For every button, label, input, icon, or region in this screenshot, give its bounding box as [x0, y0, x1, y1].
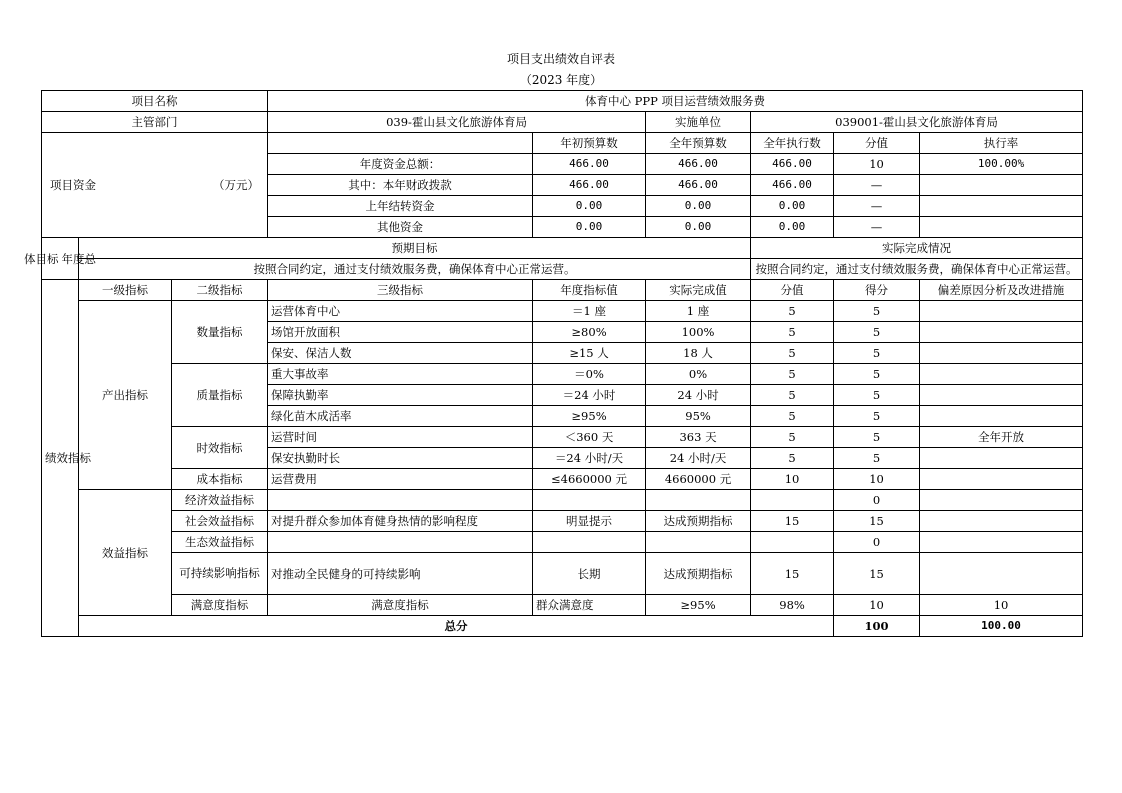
indicator-actual — [646, 532, 751, 553]
indicator-score: 0 — [834, 532, 920, 553]
ind-header-level3: 三级指标 — [268, 280, 533, 301]
goals-expected-text: 按照合同约定，通过支付绩效服务费，确保体育中心正常运营。 — [79, 259, 751, 280]
indicator-score: 15 — [834, 511, 920, 532]
indicator-actual: 24 小时/天 — [646, 448, 751, 469]
indicator-actual — [646, 490, 751, 511]
indicator-score-value: 5 — [751, 427, 834, 448]
indicator-note — [920, 385, 1083, 406]
indicator-actual: 98% — [751, 595, 834, 616]
row-goals-header — [42, 238, 1083, 259]
indicator-row — [42, 595, 1083, 616]
indicator-target: ≥80% — [533, 322, 646, 343]
indicator-name: 群众满意度 — [533, 595, 646, 616]
indicator-target: ≤4660000 元 — [533, 469, 646, 490]
total-score: 100.00 — [920, 616, 1083, 637]
funds-unit: （万元） — [213, 178, 260, 192]
funds-label-cell — [42, 133, 268, 238]
indicator-note — [920, 343, 1083, 364]
row-department — [42, 112, 1083, 133]
funds-annual: 466.00 — [646, 154, 751, 175]
impl-label: 实施单位 — [646, 112, 751, 133]
indicator-actual: 18 人 — [646, 343, 751, 364]
dept-value: 039-霍山县文化旅游体育局 — [268, 112, 646, 133]
funds-executed: 466.00 — [751, 154, 834, 175]
funds-rate — [920, 175, 1083, 196]
funds-header-score-value: 分值 — [834, 133, 920, 154]
indicator-score-value — [751, 532, 834, 553]
indicator-row — [42, 427, 1083, 448]
indicator-target: ≥95% — [646, 595, 751, 616]
indicator-name: 保安执勤时长 — [268, 448, 533, 469]
indicator-score: 5 — [834, 448, 920, 469]
table-year: （2023 年度） — [519, 73, 603, 87]
indicator-score: 5 — [834, 427, 920, 448]
level2-satisfaction: 满意度指标 — [268, 595, 533, 616]
indicator-score-value: 5 — [751, 301, 834, 322]
funds-header-blank — [268, 133, 533, 154]
indicator-name: 对推动全民健身的可持续影响 — [268, 553, 533, 595]
ind-header-level1: 一级指标 — [79, 280, 172, 301]
indicator-name: 保安、保洁人数 — [268, 343, 533, 364]
level2-quality: 质量指标 — [172, 364, 268, 427]
funds-annual: 0.00 — [646, 196, 751, 217]
indicator-note — [920, 322, 1083, 343]
indicator-name: 运营时间 — [268, 427, 533, 448]
row-indicators-header — [42, 280, 1083, 301]
row-funds-header — [42, 133, 1083, 154]
indicator-score-value: 5 — [751, 448, 834, 469]
indicator-name: 重大事故率 — [268, 364, 533, 385]
indicator-name — [268, 490, 533, 511]
funds-rate — [920, 196, 1083, 217]
indicator-note — [920, 364, 1083, 385]
level1-output: 产出指标 — [79, 301, 172, 490]
row-goals-content — [42, 259, 1083, 280]
funds-header-rate: 执行率 — [920, 133, 1083, 154]
indicator-score-value: 5 — [751, 385, 834, 406]
indicator-target: ＝24 小时 — [533, 385, 646, 406]
indicator-row — [42, 532, 1083, 553]
goals-expected-label: 预期目标 — [79, 238, 751, 259]
indicator-target: ≥95% — [533, 406, 646, 427]
indicator-target: ＝1 座 — [533, 301, 646, 322]
indicator-score: 0 — [834, 490, 920, 511]
indicator-actual: 0% — [646, 364, 751, 385]
level1-satisfaction: 满意度指标 — [172, 595, 268, 616]
goals-side-label — [24, 238, 96, 280]
total-label: 总分 — [79, 616, 834, 637]
level2-ecological: 生态效益指标 — [172, 532, 268, 553]
indicator-score: 5 — [834, 385, 920, 406]
indicator-target: 长期 — [533, 553, 646, 595]
indicator-row — [42, 301, 1083, 322]
ind-header-level2: 二级指标 — [172, 280, 268, 301]
funds-initial: 466.00 — [533, 154, 646, 175]
indicator-actual: 1 座 — [646, 301, 751, 322]
indicator-target — [533, 490, 646, 511]
indicator-score: 5 — [834, 343, 920, 364]
indicator-target: ＝0% — [533, 364, 646, 385]
indicator-name: 对提升群众参加体育健身热情的影响程度 — [268, 511, 533, 532]
indicator-note — [920, 511, 1083, 532]
level1-benefit: 效益指标 — [79, 490, 172, 616]
funds-header-annual: 全年预算数 — [646, 133, 751, 154]
indicator-row — [42, 553, 1083, 595]
indicator-actual: 95% — [646, 406, 751, 427]
indicator-score: 5 — [834, 364, 920, 385]
funds-row-label: 年度资金总额： — [268, 154, 533, 175]
goals-actual-label: 实际完成情况 — [751, 238, 1083, 259]
level2-economic: 经济效益指标 — [172, 490, 268, 511]
indicator-row — [42, 469, 1083, 490]
indicator-name: 绿化苗木成活率 — [268, 406, 533, 427]
funds-score-value: — — [834, 217, 920, 238]
indicator-actual: 24 小时 — [646, 385, 751, 406]
funds-row-label: 其中：本年财政拨款 — [268, 175, 533, 196]
ind-header-score-value: 分值 — [751, 280, 834, 301]
funds-header-initial: 年初预算数 — [533, 133, 646, 154]
indicator-actual: 100% — [646, 322, 751, 343]
indicator-note — [920, 301, 1083, 322]
indicator-score: 5 — [834, 301, 920, 322]
indicator-score: 5 — [834, 406, 920, 427]
indicators-side-label: 绩效指标 — [45, 451, 91, 465]
funds-initial: 0.00 — [533, 196, 646, 217]
indicator-score-value: 5 — [751, 322, 834, 343]
funds-row-label: 其他资金 — [268, 217, 533, 238]
indicator-score-value: 10 — [834, 595, 920, 616]
funds-annual: 466.00 — [646, 175, 751, 196]
level2-timeliness: 时效指标 — [172, 427, 268, 469]
funds-executed: 466.00 — [751, 175, 834, 196]
indicator-target: ＜360 天 — [533, 427, 646, 448]
level2-quantity: 数量指标 — [172, 301, 268, 364]
indicator-score-value: 5 — [751, 406, 834, 427]
funds-annual: 0.00 — [646, 217, 751, 238]
indicator-score-value: 5 — [751, 343, 834, 364]
funds-row-label: 上年结转资金 — [268, 196, 533, 217]
level2-sustainable: 可持续影响指标 — [172, 553, 268, 595]
indicator-score: 10 — [920, 595, 1083, 616]
indicator-target: ≥15 人 — [533, 343, 646, 364]
indicator-row — [42, 511, 1083, 532]
indicator-note — [920, 406, 1083, 427]
indicator-target — [533, 532, 646, 553]
funds-rate: 100.00% — [920, 154, 1083, 175]
funds-rate — [920, 217, 1083, 238]
indicator-name: 运营费用 — [268, 469, 533, 490]
dept-label: 主管部门 — [42, 112, 268, 133]
ind-header-target: 年度指标值 — [533, 280, 646, 301]
indicator-score-value — [751, 490, 834, 511]
indicator-note — [920, 448, 1083, 469]
funds-label: 项目资金 — [50, 178, 96, 192]
indicators-side-cell — [42, 280, 91, 637]
ind-header-note: 偏差原因分析及改进措施 — [920, 280, 1083, 301]
goals-side-col1: 体目标 — [24, 251, 59, 266]
goals-side-col2: 年度总 — [61, 251, 96, 266]
indicator-note — [920, 469, 1083, 490]
indicator-name: 运营体育中心 — [268, 301, 533, 322]
indicator-actual: 363 天 — [646, 427, 751, 448]
indicator-note — [920, 553, 1083, 595]
project-name-label: 项目名称 — [42, 91, 268, 112]
indicator-score-value: 15 — [751, 511, 834, 532]
total-score-value: 100 — [834, 616, 920, 637]
level2-cost: 成本指标 — [172, 469, 268, 490]
project-name-value: 体育中心 PPP 项目运营绩效服务费 — [268, 91, 1083, 112]
table-title: 项目支出绩效自评表 — [506, 52, 615, 66]
impl-value: 039001-霍山县文化旅游体育局 — [751, 112, 1083, 133]
indicator-score-value: 10 — [751, 469, 834, 490]
funds-score-value: — — [834, 196, 920, 217]
goals-actual-text: 按照合同约定，通过支付绩效服务费，确保体育中心正常运营。 — [751, 259, 1083, 280]
indicator-score: 5 — [834, 322, 920, 343]
indicator-row — [42, 364, 1083, 385]
indicator-name: 场馆开放面积 — [268, 322, 533, 343]
indicator-score: 10 — [834, 469, 920, 490]
row-total — [42, 616, 1083, 637]
funds-executed: 0.00 — [751, 196, 834, 217]
indicator-score-value: 5 — [751, 364, 834, 385]
indicator-note: 全年开放 — [920, 427, 1083, 448]
indicator-note — [920, 490, 1083, 511]
funds-header-executed: 全年执行数 — [751, 133, 834, 154]
indicator-target: ＝24 小时/天 — [533, 448, 646, 469]
indicator-note — [920, 532, 1083, 553]
indicator-actual: 4660000 元 — [646, 469, 751, 490]
ind-header-actual: 实际完成值 — [646, 280, 751, 301]
indicator-row — [42, 490, 1083, 511]
funds-executed: 0.00 — [751, 217, 834, 238]
indicator-actual: 达成预期指标 — [646, 553, 751, 595]
funds-score-value: — — [834, 175, 920, 196]
indicator-target: 明显提示 — [533, 511, 646, 532]
funds-initial: 0.00 — [533, 217, 646, 238]
performance-table — [24, 90, 1083, 637]
indicator-actual: 达成预期指标 — [646, 511, 751, 532]
level2-social: 社会效益指标 — [172, 511, 268, 532]
indicator-name — [268, 532, 533, 553]
row-project-name — [42, 91, 1083, 112]
ind-header-score: 得分 — [834, 280, 920, 301]
funds-initial: 466.00 — [533, 175, 646, 196]
indicator-score-value: 15 — [751, 553, 834, 595]
indicator-score: 15 — [834, 553, 920, 595]
funds-score-value: 10 — [834, 154, 920, 175]
indicator-name: 保障执勤率 — [268, 385, 533, 406]
